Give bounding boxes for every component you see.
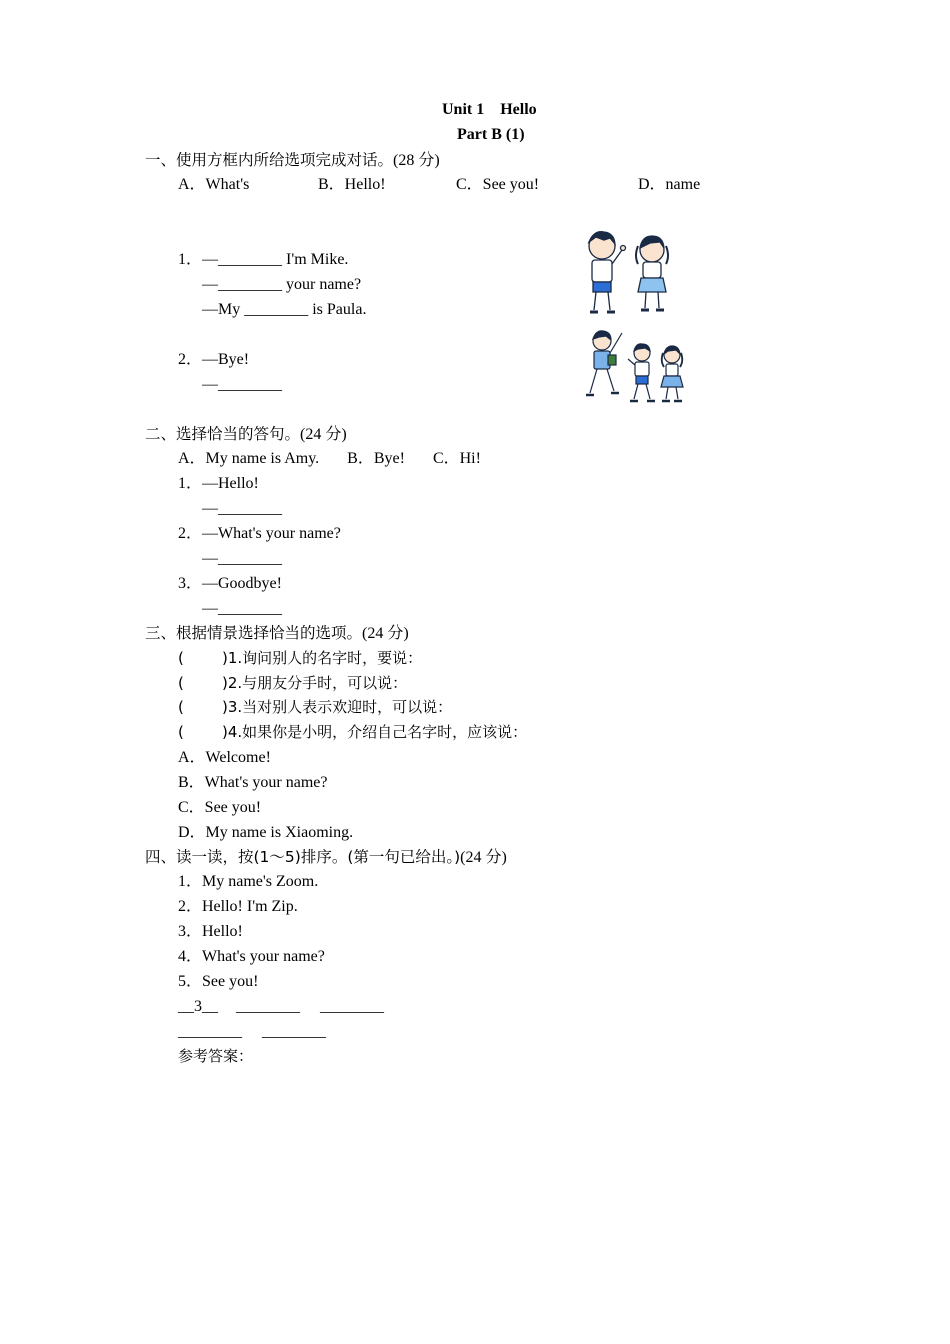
section-4-heading-text: 四、读一读，按(1～5)排序。(第一句已给出。) <box>145 848 461 866</box>
s3-item-2: ( )2.与朋友分手时，可以说： <box>178 674 408 692</box>
section-2-heading <box>145 424 347 445</box>
s4-answer-4: ________ <box>178 1023 242 1040</box>
s4-answer-1: __3__ <box>178 998 218 1015</box>
s4-answer-2: ________ <box>236 998 300 1015</box>
section-1-heading-text: 一、使用方框内所给选项完成对话。 <box>145 151 394 169</box>
section-1-points: (28 分) <box>393 152 440 169</box>
section-4-points: (24 分) <box>460 849 507 866</box>
s4-answer-3: ________ <box>320 998 384 1015</box>
answer-key-label: 参考答案： <box>178 1047 254 1065</box>
s4-line-5: 5．See you! <box>178 973 259 990</box>
s3-option-c: C．See you! <box>178 799 262 816</box>
page-title: Unit 1 Hello <box>442 101 537 118</box>
s1-q2-line1: 2．—Bye! <box>178 351 250 368</box>
section-1-heading <box>145 150 440 171</box>
s2-line-6: —________ <box>202 600 282 617</box>
s4-line-2: 2．Hello! I'm Zip. <box>178 898 298 915</box>
page-subtitle: Part B (1) <box>457 126 525 143</box>
s3-item-3: ( )3.当对别人表示欢迎时，可以说： <box>178 698 453 716</box>
s1-q1-line3: —My ________ is Paula. <box>202 301 367 318</box>
s1-q2-line2: —________ <box>202 376 282 393</box>
s3-item-1: ( )1.询问别人的名字时，要说： <box>178 649 423 667</box>
s3-option-d: D．My name is Xiaoming. <box>178 824 354 841</box>
farewell-children-illustration <box>582 327 690 405</box>
section-3-points: (24 分) <box>362 625 409 642</box>
s1-q1-line2: —________ your name? <box>202 276 362 293</box>
section-2-heading-text: 二、选择恰当的答句。 <box>145 425 301 443</box>
s4-answer-5: ________ <box>262 1023 326 1040</box>
s2-line-3: 2．—What's your name? <box>178 525 341 542</box>
section-3-heading <box>145 623 409 644</box>
s4-line-3: 3．Hello! <box>178 923 243 940</box>
s2-line-4: —________ <box>202 550 282 567</box>
s4-line-4: 4．What's your name? <box>178 948 325 965</box>
s1-option-c: C．See you! <box>456 176 540 193</box>
s2-line-2: —________ <box>202 500 282 517</box>
s2-line-5: 3．—Goodbye! <box>178 575 282 592</box>
section-4-heading <box>145 847 507 868</box>
s1-option-a: A．What's <box>178 176 250 193</box>
s3-option-a: A．Welcome! <box>178 749 271 766</box>
s1-option-d: D．name <box>638 176 701 193</box>
s1-q1-line1: 1．—________ I'm Mike. <box>178 251 349 268</box>
section-3-heading-text: 三、根据情景选择恰当的选项。 <box>145 624 363 642</box>
s2-options: A．My name is Amy. B．Bye! C．Hi! <box>178 450 481 467</box>
s3-option-b: B．What's your name? <box>178 774 328 791</box>
s3-item-4: ( )4.如果你是小明，介绍自己名字时，应该说： <box>178 723 528 741</box>
greeting-children-illustration <box>580 228 680 318</box>
section-2-points: (24 分) <box>300 426 347 443</box>
s4-line-1: 1．My name's Zoom. <box>178 873 319 890</box>
s2-line-1: 1．—Hello! <box>178 475 259 492</box>
s1-option-b: B．Hello! <box>318 176 386 193</box>
